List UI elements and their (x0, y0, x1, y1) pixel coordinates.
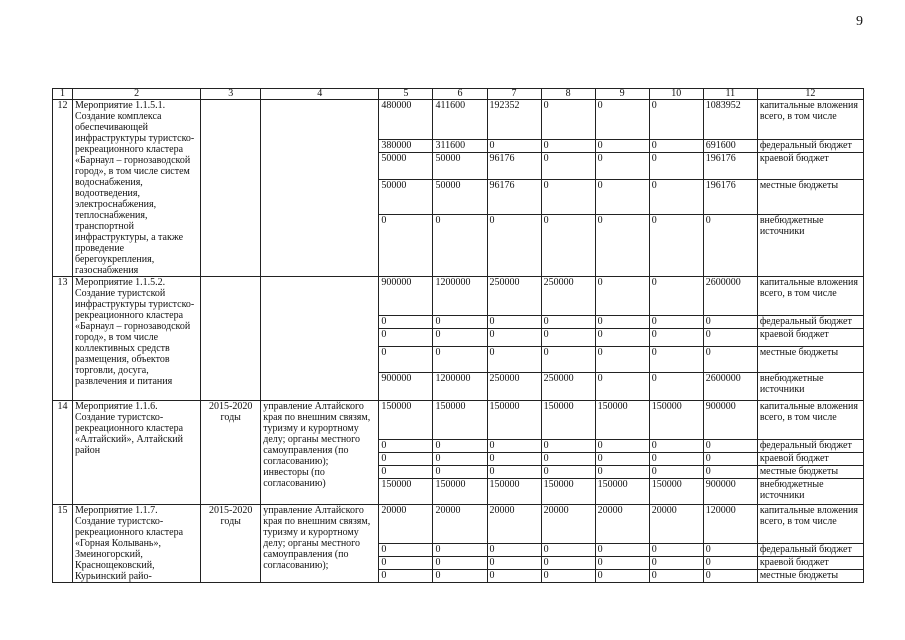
amount-cell: 480000 (379, 100, 433, 140)
amount-cell: 2600000 (703, 277, 757, 316)
amount-cell: 0 (649, 316, 703, 329)
period (201, 100, 261, 277)
amount-cell: 0 (433, 557, 487, 570)
amount-cell: 0 (541, 179, 595, 214)
column-header: 9 (595, 89, 649, 100)
amount-cell: 20000 (595, 505, 649, 544)
amount-cell: 0 (595, 440, 649, 453)
amount-cell: 0 (379, 329, 433, 347)
amount-cell: 0 (595, 153, 649, 180)
amount-cell: 0 (703, 557, 757, 570)
amount-cell: 0 (487, 557, 541, 570)
funding-source-label: капитальные вложения всего, в том числе (757, 277, 863, 316)
amount-cell: 20000 (487, 505, 541, 544)
amount-cell: 20000 (433, 505, 487, 544)
amount-cell: 691600 (703, 139, 757, 152)
page-number: 9 (856, 14, 863, 29)
amount-cell: 0 (541, 153, 595, 180)
row-number: 13 (53, 277, 73, 401)
amount-cell: 0 (379, 570, 433, 583)
funding-source-label: краевой бюджет (757, 153, 863, 180)
period: 2015-2020 годы (201, 505, 261, 583)
amount-cell: 150000 (649, 401, 703, 440)
funding-source-label: капитальные вложения всего, в том числе (757, 100, 863, 140)
funding-table-container (52, 88, 864, 586)
amount-cell: 0 (379, 557, 433, 570)
column-header: 2 (73, 89, 201, 100)
amount-cell: 900000 (379, 277, 433, 316)
activity-name: Мероприятие 1.1.6. Создание туристско-рекреационного кластера «Алтайский», Алтайский район (73, 401, 201, 505)
activity-name: Мероприятие 1.1.7. Создание туристско-рекреационного кластера «Горная Колывань», Змеиногорский, Краснощековский, Курьинский райо- (73, 505, 201, 583)
executor: управление Алтайского края по внешним связям, туризму и курортному делу; органы местного самоуправления (по согласованию); (261, 505, 379, 583)
amount-cell: 900000 (379, 373, 433, 401)
amount-cell: 0 (595, 347, 649, 373)
amount-cell: 150000 (379, 401, 433, 440)
amount-cell: 0 (433, 329, 487, 347)
amount-cell: 0 (649, 557, 703, 570)
amount-cell: 0 (595, 373, 649, 401)
amount-cell: 196176 (703, 153, 757, 180)
amount-cell: 96176 (487, 179, 541, 214)
amount-cell: 0 (433, 214, 487, 276)
amount-cell: 0 (487, 347, 541, 373)
amount-cell: 0 (487, 570, 541, 583)
amount-cell: 0 (487, 316, 541, 329)
amount-cell: 0 (703, 316, 757, 329)
amount-cell: 0 (649, 440, 703, 453)
amount-cell: 150000 (487, 401, 541, 440)
funding-source-label: внебюджетные источники (757, 479, 863, 505)
funding-source-label: федеральный бюджет (757, 544, 863, 557)
amount-cell: 0 (433, 544, 487, 557)
amount-cell: 250000 (487, 373, 541, 401)
amount-cell: 150000 (541, 479, 595, 505)
amount-cell: 0 (541, 316, 595, 329)
funding-source-label: местные бюджеты (757, 466, 863, 479)
amount-cell: 20000 (379, 505, 433, 544)
amount-cell: 150000 (595, 479, 649, 505)
amount-cell: 0 (649, 277, 703, 316)
header-row (53, 89, 864, 100)
amount-cell: 0 (649, 179, 703, 214)
amount-cell: 0 (595, 214, 649, 276)
amount-cell: 0 (649, 347, 703, 373)
funding-source-label: краевой бюджет (757, 453, 863, 466)
column-header: 7 (487, 89, 541, 100)
amount-cell: 0 (487, 466, 541, 479)
amount-cell: 0 (487, 329, 541, 347)
table-row (53, 401, 864, 440)
funding-source-label: федеральный бюджет (757, 316, 863, 329)
amount-cell: 0 (379, 316, 433, 329)
amount-cell: 0 (595, 544, 649, 557)
amount-cell: 250000 (487, 277, 541, 316)
amount-cell: 0 (595, 139, 649, 152)
executor (261, 100, 379, 277)
column-header: 3 (201, 89, 261, 100)
column-header: 8 (541, 89, 595, 100)
amount-cell: 0 (595, 570, 649, 583)
amount-cell: 0 (649, 214, 703, 276)
amount-cell: 150000 (541, 401, 595, 440)
amount-cell: 411600 (433, 100, 487, 140)
amount-cell: 0 (595, 557, 649, 570)
executor: управление Алтайского края по внешним связям, туризму и курортному делу; органы местного самоуправления (по согласованию); инвесторы (по согласованию) (261, 401, 379, 505)
column-header: 4 (261, 89, 379, 100)
amount-cell: 0 (703, 440, 757, 453)
amount-cell: 0 (379, 544, 433, 557)
amount-cell: 0 (487, 214, 541, 276)
amount-cell: 0 (649, 100, 703, 140)
column-header: 10 (649, 89, 703, 100)
amount-cell: 0 (541, 466, 595, 479)
amount-cell: 0 (433, 453, 487, 466)
amount-cell: 0 (649, 544, 703, 557)
period: 2015-2020 годы (201, 401, 261, 505)
funding-source-label: местные бюджеты (757, 347, 863, 373)
amount-cell: 250000 (541, 373, 595, 401)
amount-cell: 0 (379, 347, 433, 373)
funding-source-label: капитальные вложения всего, в том числе (757, 505, 863, 544)
amount-cell: 0 (595, 466, 649, 479)
amount-cell: 0 (703, 453, 757, 466)
funding-source-label: краевой бюджет (757, 329, 863, 347)
funding-table (52, 88, 864, 583)
amount-cell: 50000 (433, 179, 487, 214)
amount-cell: 250000 (541, 277, 595, 316)
activity-name: Мероприятие 1.1.5.2. Создание туристской инфраструктуры туристско-рекреационного кластера «Барнаул – горнозаводской город», в том числе коллективных средств размещения, объектов торговли, досуга, развлечения и питания (73, 277, 201, 401)
amount-cell: 0 (703, 347, 757, 373)
amount-cell: 0 (703, 544, 757, 557)
amount-cell: 0 (595, 329, 649, 347)
amount-cell: 0 (703, 329, 757, 347)
amount-cell: 150000 (379, 479, 433, 505)
amount-cell: 0 (595, 453, 649, 466)
amount-cell: 0 (379, 453, 433, 466)
amount-cell: 50000 (433, 153, 487, 180)
funding-source-label: местные бюджеты (757, 570, 863, 583)
column-header: 12 (757, 89, 863, 100)
amount-cell: 1200000 (433, 277, 487, 316)
amount-cell: 0 (541, 557, 595, 570)
amount-cell: 0 (379, 466, 433, 479)
column-header: 1 (53, 89, 73, 100)
amount-cell: 0 (703, 214, 757, 276)
table-row (53, 100, 864, 140)
column-header: 6 (433, 89, 487, 100)
funding-source-label: капитальные вложения всего, в том числе (757, 401, 863, 440)
amount-cell: 0 (649, 570, 703, 583)
amount-cell: 150000 (433, 401, 487, 440)
amount-cell: 20000 (649, 505, 703, 544)
amount-cell: 0 (595, 277, 649, 316)
funding-source-label: краевой бюджет (757, 557, 863, 570)
amount-cell: 0 (433, 440, 487, 453)
amount-cell: 0 (649, 153, 703, 180)
amount-cell: 0 (487, 453, 541, 466)
column-header: 11 (703, 89, 757, 100)
amount-cell: 0 (595, 316, 649, 329)
amount-cell: 900000 (703, 479, 757, 505)
amount-cell: 380000 (379, 139, 433, 152)
funding-source-label: федеральный бюджет (757, 139, 863, 152)
funding-source-label: местные бюджеты (757, 179, 863, 214)
amount-cell: 192352 (487, 100, 541, 140)
funding-source-label: федеральный бюджет (757, 440, 863, 453)
amount-cell: 0 (649, 373, 703, 401)
amount-cell: 0 (487, 544, 541, 557)
amount-cell: 150000 (649, 479, 703, 505)
amount-cell: 1083952 (703, 100, 757, 140)
amount-cell: 0 (541, 139, 595, 152)
column-header: 5 (379, 89, 433, 100)
amount-cell: 0 (541, 214, 595, 276)
amount-cell: 0 (649, 453, 703, 466)
funding-source-label: внебюджетные источники (757, 373, 863, 401)
amount-cell: 150000 (433, 479, 487, 505)
amount-cell: 2600000 (703, 373, 757, 401)
amount-cell: 50000 (379, 153, 433, 180)
amount-cell: 150000 (487, 479, 541, 505)
row-number: 15 (53, 505, 73, 583)
row-number: 14 (53, 401, 73, 505)
amount-cell: 0 (433, 347, 487, 373)
amount-cell: 0 (649, 466, 703, 479)
amount-cell: 0 (703, 570, 757, 583)
amount-cell: 0 (703, 466, 757, 479)
row-number: 12 (53, 100, 73, 277)
amount-cell: 311600 (433, 139, 487, 152)
amount-cell: 196176 (703, 179, 757, 214)
amount-cell: 0 (433, 466, 487, 479)
amount-cell: 0 (541, 544, 595, 557)
amount-cell: 0 (379, 214, 433, 276)
amount-cell: 0 (541, 100, 595, 140)
amount-cell: 150000 (595, 401, 649, 440)
executor (261, 277, 379, 401)
table-row (53, 505, 864, 544)
amount-cell: 0 (595, 179, 649, 214)
amount-cell: 20000 (541, 505, 595, 544)
funding-source-label: внебюджетные источники (757, 214, 863, 276)
amount-cell: 120000 (703, 505, 757, 544)
amount-cell: 0 (649, 329, 703, 347)
amount-cell: 0 (541, 440, 595, 453)
amount-cell: 0 (541, 453, 595, 466)
amount-cell: 96176 (487, 153, 541, 180)
amount-cell: 0 (595, 100, 649, 140)
amount-cell: 50000 (379, 179, 433, 214)
table-row (53, 277, 864, 316)
amount-cell: 900000 (703, 401, 757, 440)
amount-cell: 0 (541, 347, 595, 373)
amount-cell: 0 (433, 570, 487, 583)
amount-cell: 0 (487, 139, 541, 152)
amount-cell: 0 (379, 440, 433, 453)
amount-cell: 0 (433, 316, 487, 329)
amount-cell: 0 (541, 570, 595, 583)
amount-cell: 0 (541, 329, 595, 347)
amount-cell: 0 (487, 440, 541, 453)
period (201, 277, 261, 401)
amount-cell: 1200000 (433, 373, 487, 401)
amount-cell: 0 (649, 139, 703, 152)
activity-name: Мероприятие 1.1.5.1. Создание комплекса обеспечивающей инфраструктуры туристско-рекреационного кластера «Барнаул – горнозаводской город», в том числе систем водоснабжения, водоотведения, электроснабжения, теплоснабжения, транспортной инфраструктуры, а также проведение берегоукрепления, газоснабжения (73, 100, 201, 277)
